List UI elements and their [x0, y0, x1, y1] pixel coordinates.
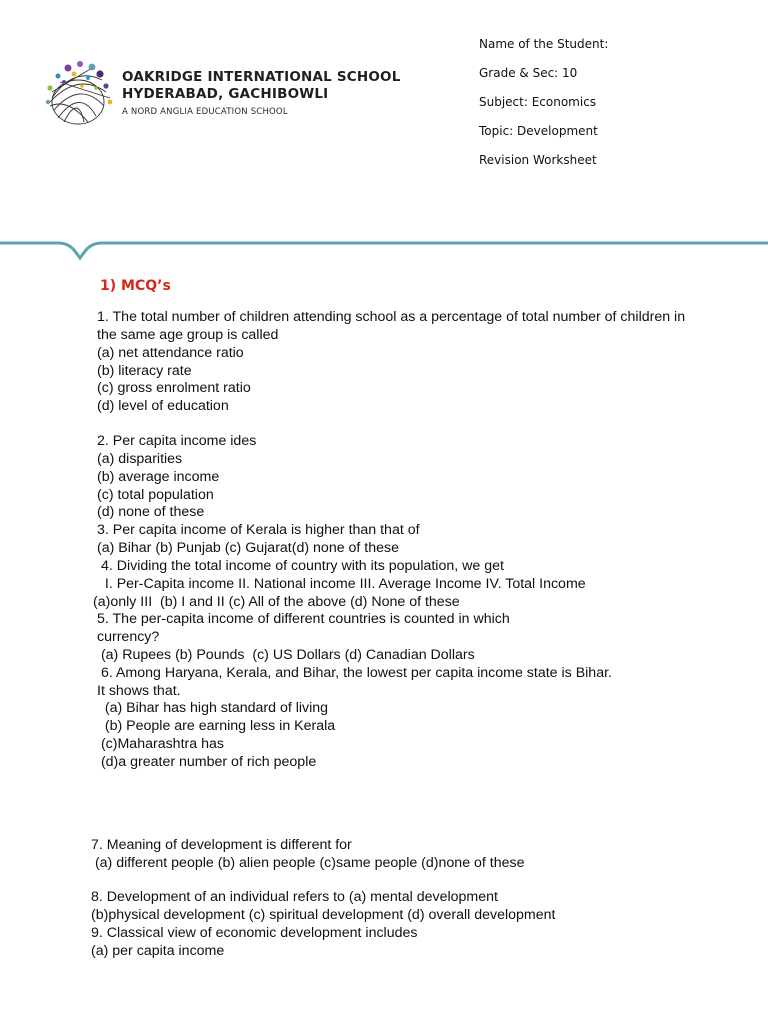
- q6-option-b: (b) People are earning less in Kerala: [97, 718, 336, 734]
- school-logo-icon: [44, 58, 116, 130]
- q6-stem-line2: It shows that.: [97, 683, 181, 699]
- subject: Subject: Economics: [479, 95, 597, 109]
- q1-option-b: (b) literacy rate: [97, 363, 192, 379]
- q6-option-a: (a) Bihar has high standard of living: [97, 700, 329, 716]
- q8-stem: 8. Development of an individual refers to (a) mental development: [91, 889, 498, 905]
- q8-options: (b)physical development (c) spiritual development (d) overall development: [91, 907, 556, 923]
- q4-stem: 4. Dividing the total income of country with its population, we get: [97, 558, 504, 574]
- header-divider: [0, 236, 768, 266]
- q5-stem-line1: 5. The per-capita income of different countries is counted in which: [97, 611, 510, 627]
- q4-choices: I. Per-Capita income II. National income III. Average Income IV. Total Income: [97, 576, 586, 592]
- q9-option-a: (a) per capita income: [91, 943, 225, 959]
- school-name-line1: OAKRIDGE INTERNATIONAL SCHOOL: [122, 69, 401, 85]
- q2-stem: 2. Per capita income ides: [97, 433, 257, 449]
- q4-options: (a)only III (b) I and II (c) All of the above (d) None of these: [93, 594, 460, 610]
- q5-options: (a) Rupees (b) Pounds (c) US Dollars (d) Canadian Dollars: [97, 647, 475, 663]
- q6-option-d: (d)a greater number of rich people: [97, 754, 317, 770]
- q1-line1: 1. The total number of children attending school as a percentage of total number of children in: [97, 309, 686, 325]
- q9-stem: 9. Classical view of economic development includes: [91, 925, 418, 941]
- q1-option-c: (c) gross enrolment ratio: [97, 380, 251, 396]
- school-name-line2: HYDERABAD, GACHIBOWLI: [122, 86, 329, 102]
- section-title: 1) MCQ’s: [100, 278, 171, 294]
- school-tagline: A NORD ANGLIA EDUCATION SCHOOL: [122, 107, 288, 117]
- q7-stem: 7. Meaning of development is different for: [91, 837, 352, 853]
- student-name-field: Name of the Student:: [479, 37, 609, 51]
- q6-stem-line1: 6. Among Haryana, Kerala, and Bihar, the lowest per capita income state is Bihar.: [97, 665, 612, 681]
- school-name: [122, 69, 401, 103]
- q2-option-a: (a) disparities: [97, 451, 183, 467]
- q2-option-c: (c) total population: [97, 487, 214, 503]
- q3-options: (a) Bihar (b) Punjab (c) Gujarat(d) none of these: [97, 540, 400, 556]
- q2-option-d: (d) none of these: [97, 504, 205, 520]
- q1-line2: the same age group is called: [97, 327, 279, 343]
- q7-options: (a) different people (b) alien people (c)same people (d)none of these: [91, 855, 525, 871]
- student-info-block: [479, 36, 608, 181]
- q3-stem: 3. Per capita income of Kerala is higher than that of: [97, 522, 420, 538]
- q6-option-c: (c)Maharashtra has: [97, 736, 224, 752]
- q2-option-b: (b) average income: [97, 469, 220, 485]
- q5-stem-line2: currency?: [97, 629, 160, 645]
- worksheet-title: Revision Worksheet: [479, 153, 597, 167]
- grade-section: Grade & Sec: 10: [479, 66, 578, 80]
- q1-option-a: (a) net attendance ratio: [97, 345, 244, 361]
- q1-option-d: (d) level of education: [97, 398, 229, 414]
- topic: Topic: Development: [479, 124, 598, 138]
